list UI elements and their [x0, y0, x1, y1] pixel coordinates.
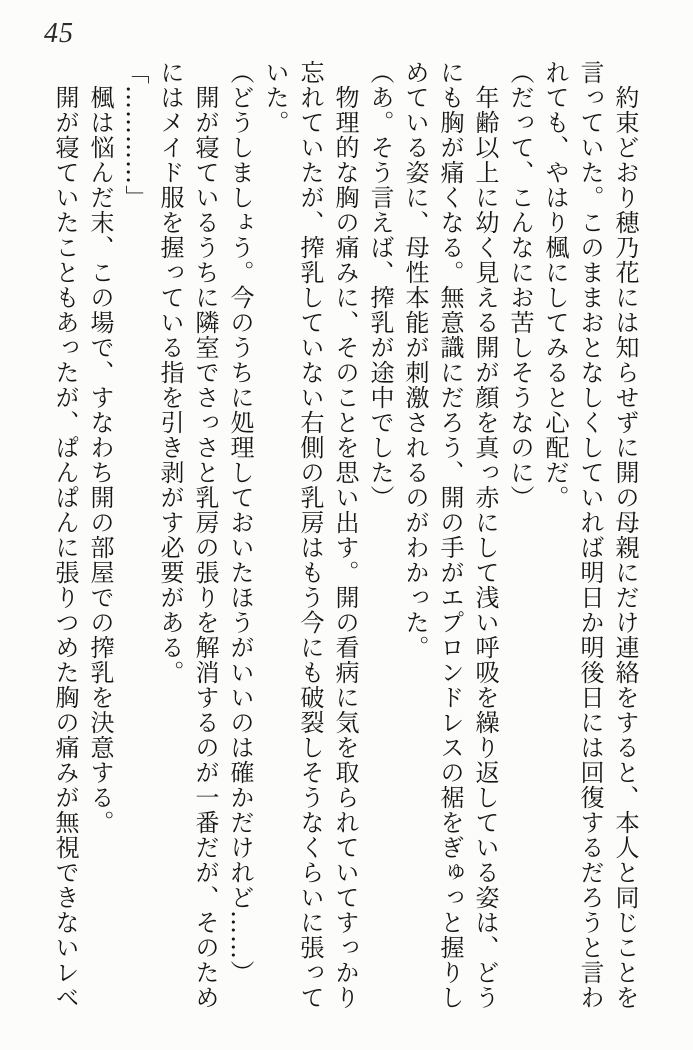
text-line: 開が寝ているうちに隣室でさっさと乳房の張りを解消するのが一番だが、そのため — [191, 85, 219, 1010]
text-line: 忘れていたが、搾乳していない右側の乳房はもう今にも破裂しそうなくらいに張って — [296, 60, 324, 1010]
text-line: （どうしましょう。今のうちに処理しておいたほうがいいのは確かだけれど……） — [226, 60, 254, 985]
vertical-text-area — [46, 60, 642, 1018]
text-line: にはメイド服を握っている指を引き剥がす必要がある。 — [156, 60, 184, 685]
text-line: （あ。そう言えば、搾乳が途中でした） — [366, 60, 394, 510]
text-line: れても、やはり楓にしてみると心配だ。 — [541, 60, 569, 510]
text-line: 年齢以上に幼く見える開が顔を真っ赤にして浅い呼吸を繰り返している姿は、どう — [471, 85, 499, 1010]
text-line: 「…………」 — [121, 60, 149, 210]
text-line: 開が寝ていたこともあったが、ぱんぱんに張りつめた胸の痛みが無視できないレベ — [51, 85, 79, 1010]
text-line: 言っていた。このままおとなしくしていれば明日か明後日には回復するだろうと言わ — [576, 60, 604, 1010]
text-line: 物理的な胸の痛みに、そのことを思い出す。開の看病に気を取られていてすっかり — [331, 85, 359, 1010]
page-number: 45 — [44, 18, 74, 49]
text-line: （だって、こんなにお苦しそうなのに） — [506, 60, 534, 510]
text-line: いた。 — [261, 60, 289, 135]
text-line: めている姿に、母性本能が刺激されるのがわかった。 — [401, 60, 429, 660]
text-line: にも胸が痛くなる。無意識にだろう、開の手がエプロンドレスの裾をぎゅっと握りし — [436, 60, 464, 1010]
text-line: 約束どおり穂乃花には知らせずに開の母親にだけ連絡をすると、本人と同じことを — [611, 85, 639, 1010]
text-line: 楓は悩んだ末、この場で、すなわち開の部屋での搾乳を決意する。 — [86, 85, 114, 835]
